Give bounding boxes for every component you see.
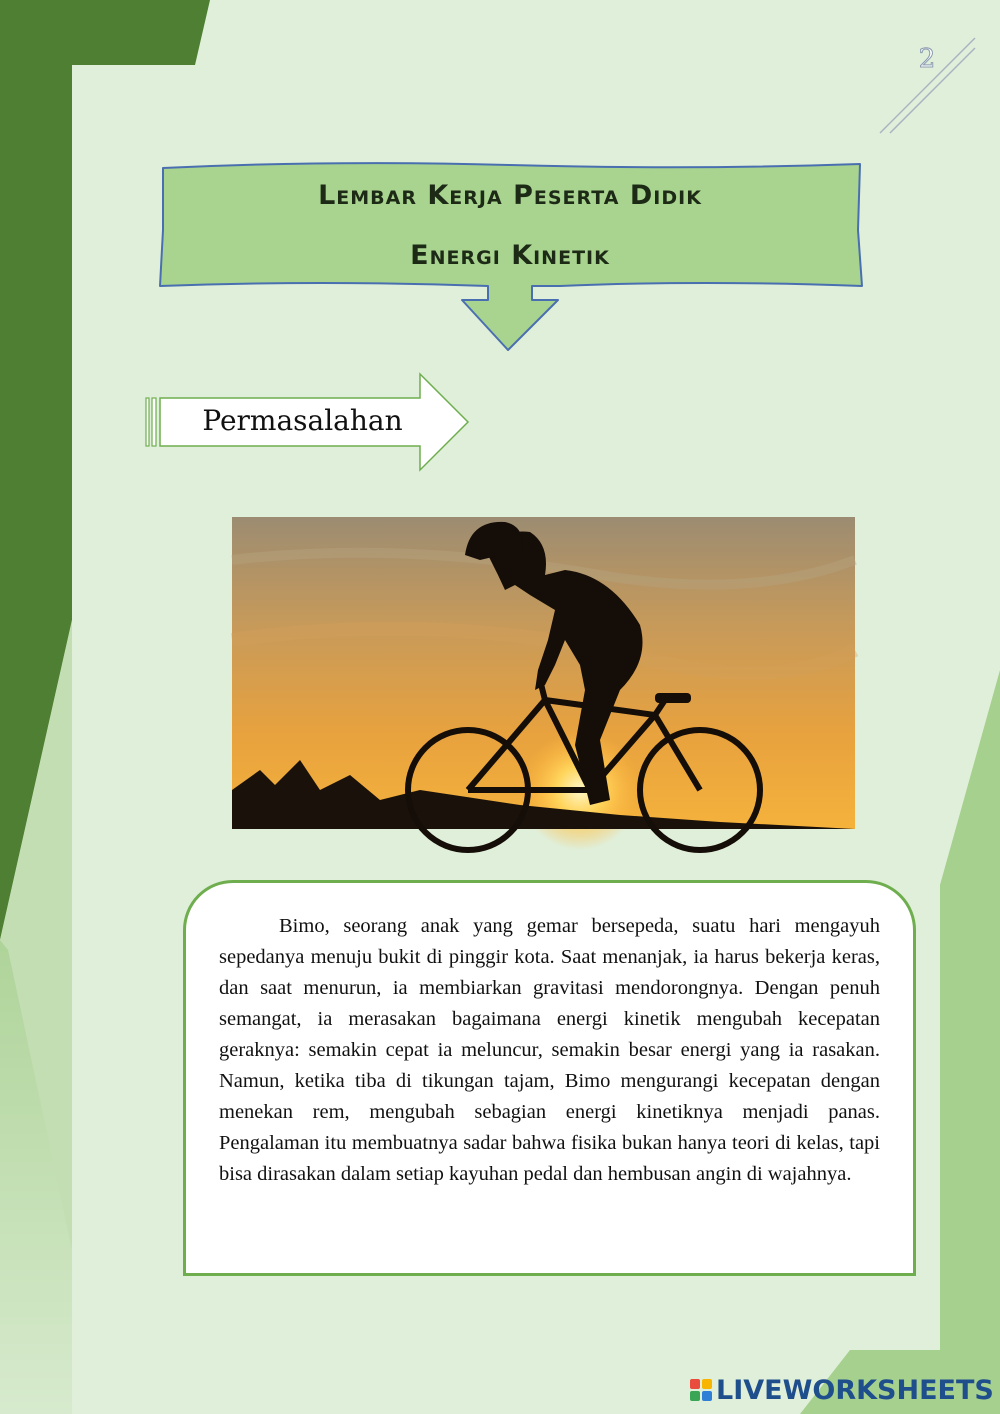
section-arrow-stripe-2 — [152, 398, 156, 446]
cyclist-photo — [232, 517, 855, 850]
logo-block-blue — [702, 1391, 712, 1401]
section-arrow-stripe-1 — [146, 398, 149, 446]
page-number: 2 — [918, 44, 936, 74]
worksheet-subtitle: Energi Kinetik — [410, 240, 610, 271]
logo-block-yellow — [702, 1379, 712, 1389]
story-box — [183, 880, 916, 1276]
liveworksheets-logo-text: LIVEWORKSHEETS — [716, 1374, 994, 1406]
left-decor-band — [0, 0, 210, 940]
story-paragraph: Bimo, seorang anak yang gemar bersepeda, suatu hari mengayuh sepedanya menuju bukit di pinggir kota. Saat menanjak, ia harus bekerja keras, dan saat menurun, ia membiarkan gravitasi mendorongnya. Dengan penuh semangat, ia merasakan bagaimana energi kinetik mengubah kecepatan geraknya: semakin cepat ia meluncur, semakin besar energi yang ia rasakan. Namun, ketika tiba di tikungan tajam, Bimo mengurangi kecepatan dengan menekan rem, mengubah sebagian energi kinetiknya menjadi panas. Pengalaman itu membuatnya sadar bahwa fisika bukan hanya teori di kelas, tapi bisa dirasakan dalam setiap kayuhan pedal dan hembusan angin di wajahnya. — [219, 915, 880, 1185]
liveworksheets-logo-icon — [690, 1379, 712, 1401]
logo-block-red — [690, 1379, 700, 1389]
logo-block-green — [690, 1391, 700, 1401]
worksheet-title: Lembar Kerja Peserta Didik — [318, 180, 702, 211]
liveworksheets-logo — [690, 1373, 994, 1407]
section-label-permasalahan: Permasalahan — [202, 404, 403, 437]
